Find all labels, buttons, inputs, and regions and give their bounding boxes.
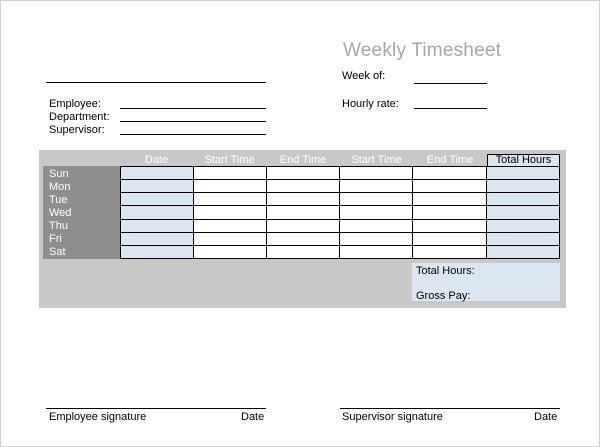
end-time-cell[interactable] — [266, 180, 340, 193]
table-row — [121, 232, 560, 245]
column-header-date: Date — [144, 154, 169, 166]
start-time-cell[interactable] — [193, 245, 266, 258]
employee-label: Employee: — [49, 98, 101, 110]
end-time-cell[interactable] — [266, 219, 340, 232]
end-time-cell[interactable] — [266, 245, 340, 258]
start-time-cell[interactable] — [193, 206, 266, 219]
table-row — [121, 193, 560, 206]
start-time-cell[interactable] — [340, 193, 413, 206]
week-of-field[interactable] — [414, 83, 487, 84]
end-time-cell[interactable] — [413, 180, 487, 193]
employee-date-label: Date — [241, 411, 265, 423]
column-header-end-time-1: End Time — [279, 154, 327, 166]
column-header-start-time-2: Start Time — [351, 154, 402, 166]
total-hours-cell[interactable] — [487, 193, 560, 206]
total-hours-label: Total Hours: — [416, 265, 475, 277]
total-hours-cell[interactable] — [487, 180, 560, 193]
table-row — [121, 180, 560, 193]
end-time-cell[interactable] — [413, 206, 487, 219]
start-time-cell[interactable] — [340, 245, 413, 258]
employee-signature-line[interactable] — [46, 408, 266, 409]
week-of-label: Week of: — [342, 70, 386, 82]
day-label-sat: Sat — [49, 246, 66, 258]
total-hours-cell[interactable] — [487, 219, 560, 232]
total-hours-cell[interactable] — [487, 245, 560, 258]
end-time-cell[interactable] — [266, 206, 340, 219]
start-time-cell[interactable] — [193, 167, 266, 180]
date-cell[interactable] — [121, 167, 194, 180]
table-row — [121, 219, 560, 232]
table-row — [121, 206, 560, 219]
start-time-cell[interactable] — [193, 219, 266, 232]
start-time-cell[interactable] — [193, 232, 266, 245]
total-hours-cell[interactable] — [487, 167, 560, 180]
date-cell[interactable] — [121, 219, 194, 232]
date-cell[interactable] — [121, 206, 194, 219]
total-hours-cell[interactable] — [487, 206, 560, 219]
date-cell[interactable] — [121, 193, 194, 206]
hourly-rate-field[interactable] — [414, 108, 487, 109]
start-time-cell[interactable] — [193, 193, 266, 206]
end-time-cell[interactable] — [266, 232, 340, 245]
start-time-cell[interactable] — [340, 180, 413, 193]
supervisor-field[interactable] — [120, 134, 266, 135]
end-time-cell[interactable] — [413, 232, 487, 245]
employee-signature-label: Employee signature — [49, 411, 147, 423]
day-label-tue: Tue — [49, 194, 68, 206]
end-time-cell[interactable] — [413, 245, 487, 258]
day-label-fri: Fri — [49, 233, 62, 245]
department-label: Department: — [49, 111, 110, 123]
end-time-cell[interactable] — [266, 193, 340, 206]
department-field[interactable] — [120, 121, 266, 122]
date-cell[interactable] — [121, 245, 194, 258]
column-header-end-time-2: End Time — [426, 154, 474, 166]
timesheet-grid — [120, 166, 560, 259]
end-time-cell[interactable] — [413, 219, 487, 232]
end-time-cell[interactable] — [413, 167, 487, 180]
end-time-cell[interactable] — [413, 193, 487, 206]
hourly-rate-label: Hourly rate: — [342, 98, 399, 110]
table-row — [121, 167, 560, 180]
start-time-cell[interactable] — [340, 167, 413, 180]
day-label-mon: Mon — [49, 181, 71, 193]
date-cell[interactable] — [121, 180, 194, 193]
day-label-sun: Sun — [49, 168, 69, 180]
gross-pay-label: Gross Pay: — [416, 290, 471, 302]
total-hours-cell[interactable] — [487, 232, 560, 245]
column-header-start-time-1: Start Time — [204, 154, 255, 166]
start-time-cell[interactable] — [340, 219, 413, 232]
employee-field[interactable] — [120, 108, 266, 109]
start-time-cell[interactable] — [193, 180, 266, 193]
supervisor-label: Supervisor: — [49, 124, 105, 136]
supervisor-date-label: Date — [534, 411, 558, 423]
start-time-cell[interactable] — [340, 232, 413, 245]
start-time-cell[interactable] — [340, 206, 413, 219]
page-title: Weekly Timesheet — [343, 40, 502, 61]
table-row — [121, 245, 560, 258]
supervisor-signature-line[interactable] — [340, 408, 560, 409]
column-header-total-hours: Total Hours — [487, 154, 560, 167]
end-time-cell[interactable] — [266, 167, 340, 180]
day-label-thu: Thu — [49, 220, 68, 232]
date-cell[interactable] — [121, 232, 194, 245]
day-label-wed: Wed — [49, 207, 72, 219]
company-name-line[interactable] — [46, 82, 266, 83]
supervisor-signature-label: Supervisor signature — [342, 411, 443, 423]
